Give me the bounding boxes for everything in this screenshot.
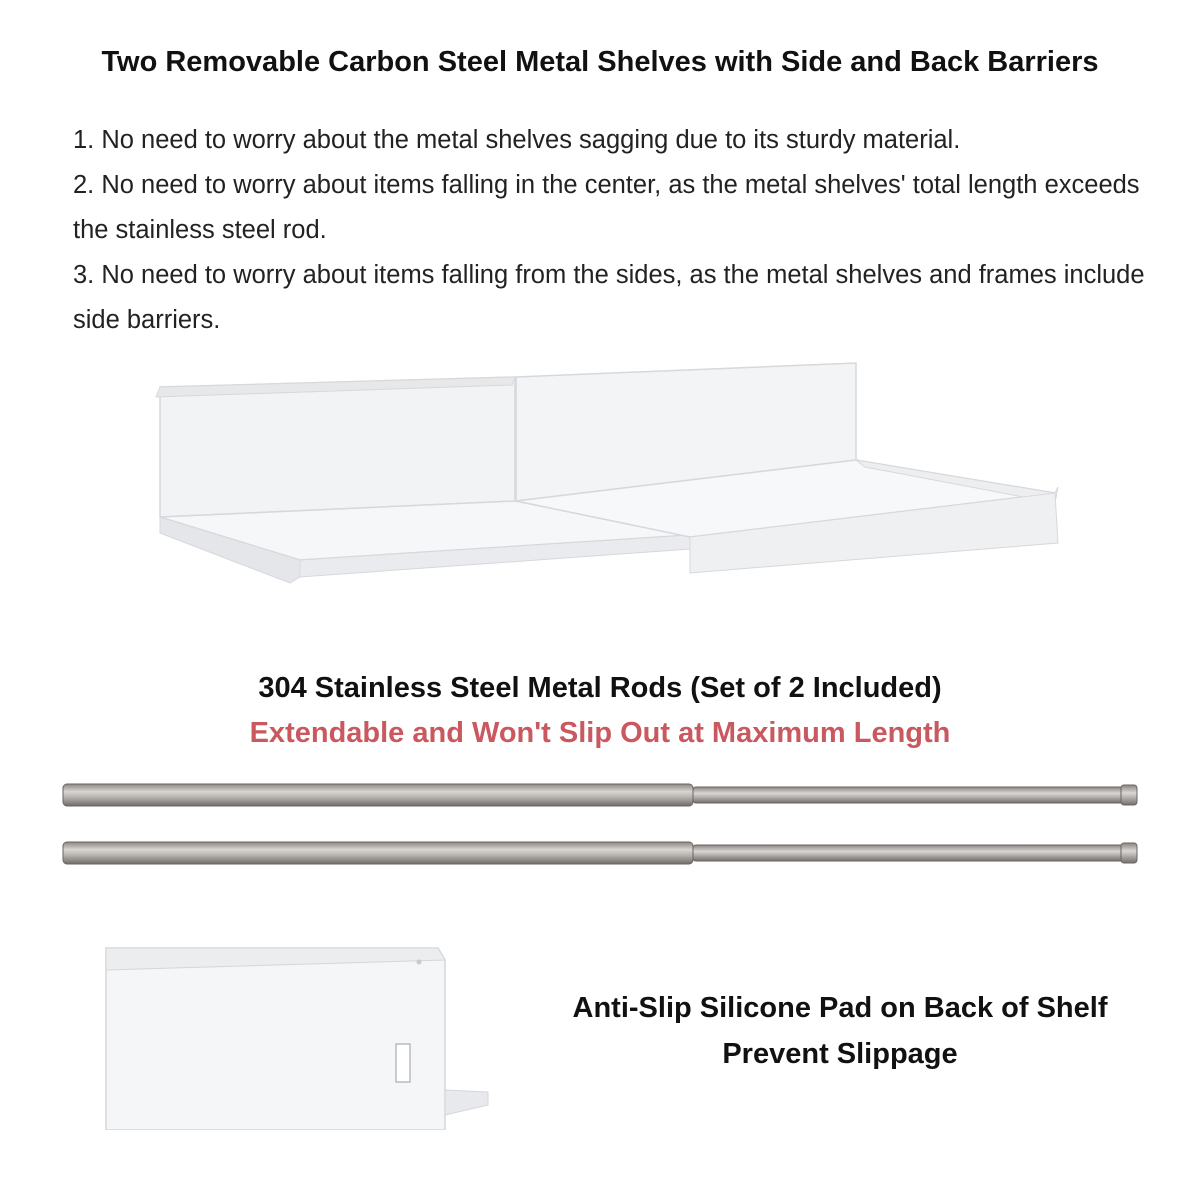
pad-line-1: Anti-Slip Silicone Pad on Back of Shelf — [572, 992, 1108, 1024]
pad-line-2: Prevent Slippage — [722, 1038, 958, 1070]
rod-2-inner-tube — [693, 845, 1130, 861]
pad-description — [520, 985, 1160, 1077]
shelves-illustration — [150, 355, 1070, 605]
feature-list — [73, 118, 1163, 343]
rod-1-end-cap — [1121, 785, 1137, 805]
page-title: Two Removable Carbon Steel Metal Shelves with Side and Back Barriers — [101, 46, 1099, 78]
rod-2 — [63, 842, 1137, 864]
shelf-back-illustration — [100, 940, 500, 1130]
feature-point-2: 2. No need to worry about items falling in the center, as the metal shelves' total length exceeds the stainless steel rod. — [73, 171, 1140, 244]
bracket-back-panel — [106, 948, 445, 1130]
rod-1 — [63, 784, 1137, 806]
rods-illustration — [55, 775, 1145, 875]
feature-point-1: 1. No need to worry about the metal shelves sagging due to its sturdy material. — [73, 126, 961, 154]
left-shelf-back — [160, 377, 515, 517]
rod-1-inner-tube — [693, 787, 1130, 803]
rod-1-outer-tube — [63, 784, 693, 806]
bracket-screw-hole — [417, 960, 422, 965]
silicone-pad — [396, 1044, 410, 1082]
rods-subtitle: Extendable and Won't Slip Out at Maximum Length — [249, 717, 951, 749]
bracket-bottom-ledge — [445, 1090, 488, 1115]
rod-2-end-cap — [1121, 843, 1137, 863]
feature-point-3: 3. No need to worry about items falling from the sides, as the metal shelves and frames include side barriers. — [73, 261, 1145, 334]
rod-2-outer-tube — [63, 842, 693, 864]
rods-title: 304 Stainless Steel Metal Rods (Set of 2 Included) — [258, 672, 942, 704]
